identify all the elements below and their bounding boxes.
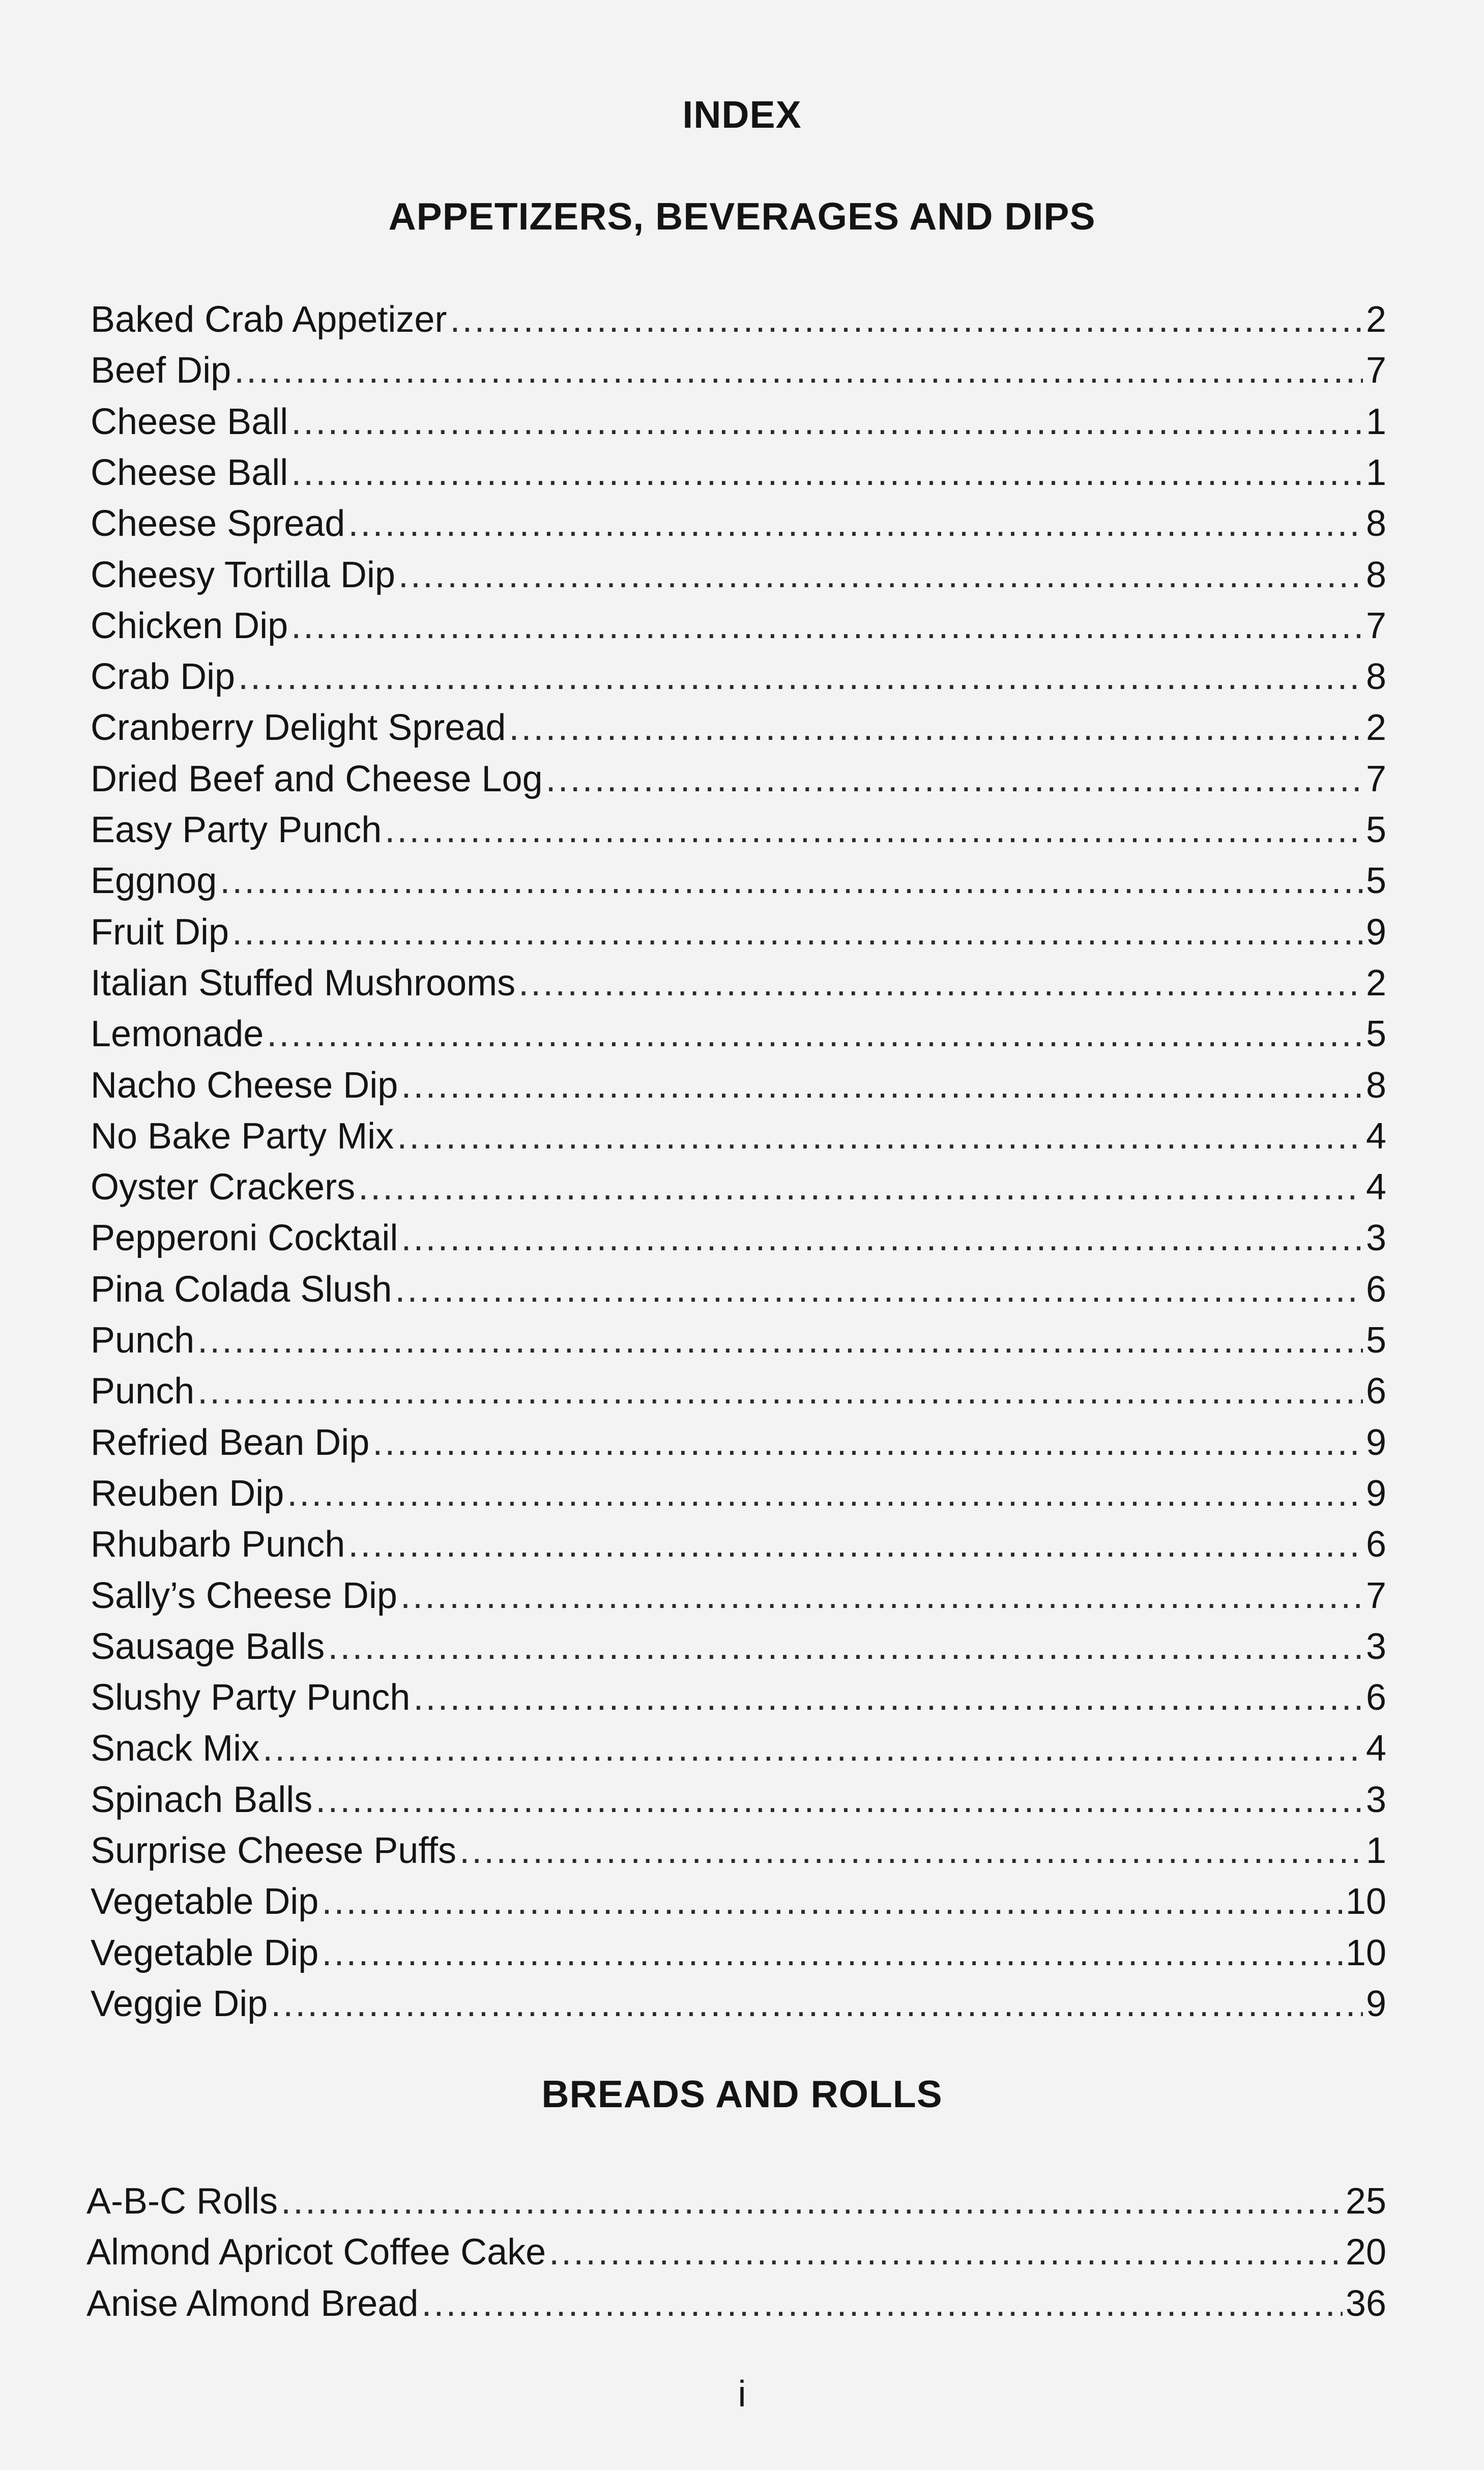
index-entry [86,2228,1386,2277]
index-entry-page: 3 [1365,1626,1386,1667]
index-entry-page: 5 [1365,1014,1386,1055]
page-number: i [738,2374,746,2415]
index-entry-name: Baked Crab Appetizer [91,299,447,340]
index-entry-name: Italian Stuffed Mushrooms [91,962,516,1003]
index-entry [91,1622,1386,1671]
dot-leader [263,1724,1363,1773]
index-entry [91,908,1386,957]
index-entry-page: 6 [1365,1269,1386,1310]
index-entry-page: 1 [1365,401,1386,442]
index-entry [91,1265,1386,1314]
index-entry-name: Anise Almond Bread [86,2283,419,2324]
index-entry-name: Crab Dip [91,656,236,698]
dot-leader [459,1826,1363,1875]
dot-leader [197,1367,1363,1416]
index-entry-page: 3 [1365,1218,1386,1259]
dot-leader [413,1673,1363,1722]
index-entry [91,295,1386,344]
section-heading-breads: BREADS AND ROLLS [541,2073,943,2115]
dot-leader [287,1469,1363,1518]
index-entry-page: 6 [1365,1677,1386,1718]
index-entry [91,1469,1386,1518]
index-entry [91,1367,1386,1416]
dot-leader [401,1214,1363,1262]
index-entry-name: A-B-C Rolls [86,2181,278,2222]
dot-leader [358,1163,1363,1212]
index-entry-name: Nacho Cheese Dip [91,1065,398,1106]
index-entry [91,551,1386,599]
dot-leader [509,703,1363,752]
index-entry-page: 1 [1365,1830,1386,1871]
dot-leader [232,908,1363,957]
dot-leader [197,1316,1363,1365]
dot-leader [546,755,1363,803]
dot-leader [291,601,1363,650]
index-entry [91,755,1386,803]
index-entry-name: Chicken Dip [91,605,288,646]
dot-leader [397,1112,1363,1161]
index-entry-name: Punch [91,1371,195,1412]
index-entry [91,1010,1386,1058]
index-entry-page: 4 [1365,1167,1386,1208]
index-entry-page: 6 [1365,1371,1386,1412]
index-entry-name: Spinach Balls [91,1779,313,1820]
dot-leader [291,397,1363,446]
index-entry [91,1775,1386,1824]
index-entry [91,652,1386,701]
index-entry-name: Refried Bean Dip [91,1422,370,1463]
index-entry-name: Almond Apricot Coffee Cake [86,2232,546,2273]
dot-leader [395,1265,1363,1314]
index-entry-page: 1 [1365,452,1386,493]
index-entry-name: Vegetable Dip [91,1881,319,1922]
page-title: INDEX [682,93,802,136]
index-entry-name: Pepperoni Cocktail [91,1218,398,1259]
dot-leader [281,2177,1343,2226]
index-entry-page: 36 [1345,2283,1386,2324]
index-entry-name: Cheesy Tortilla Dip [91,554,395,595]
index-entry-name: Pina Colada Slush [91,1269,392,1310]
index-entry-name: Veggie Dip [91,1983,268,2024]
index-entry-page: 9 [1365,1983,1386,2024]
index-entry [86,2279,1386,2328]
index-entry-page: 5 [1365,810,1386,850]
index-entry [91,1979,1386,2028]
index-entry-name: Cheese Spread [91,503,345,544]
index-entry-page: 9 [1365,1473,1386,1514]
index-entry-name: Reuben Dip [91,1473,284,1514]
dot-leader [348,1520,1363,1569]
dot-leader [291,448,1363,497]
index-entry [91,1112,1386,1161]
index-entry-name: Oyster Crackers [91,1167,356,1208]
index-entry-page: 25 [1345,2181,1386,2222]
dot-leader [238,652,1363,701]
index-entry-name: Sally’s Cheese Dip [91,1575,397,1616]
index-entry-name: Surprise Cheese Puffs [91,1830,457,1871]
index-entry-page: 9 [1365,911,1386,953]
dot-leader [518,959,1363,1008]
index-entry-page: 9 [1365,1422,1386,1463]
index-entry [86,2177,1386,2226]
index-entry-name: Beef Dip [91,350,231,391]
dot-leader [271,1979,1363,2028]
dot-leader [398,551,1363,599]
index-entry [91,1520,1386,1569]
index-entry-page: 2 [1365,299,1386,340]
index-entry-page: 6 [1365,1524,1386,1565]
index-entry-name: Cheese Ball [91,401,288,442]
index-entry-page: 3 [1365,1779,1386,1820]
index-entry-name: Cranberry Delight Spread [91,707,506,749]
index-entry-page: 7 [1365,350,1386,391]
index-entry-page: 7 [1365,758,1386,799]
index-entry [91,601,1386,650]
index-entry [91,1929,1386,1977]
index-entry-name: Slushy Party Punch [91,1677,411,1718]
index-entry [91,1418,1386,1467]
index-entry-name: Easy Party Punch [91,810,382,850]
index-entry-page: 8 [1365,503,1386,544]
index-entry [91,856,1386,905]
index-entry-name: No Bake Party Mix [91,1115,394,1157]
index-entry-name: Rhubarb Punch [91,1524,345,1565]
dot-leader [322,1877,1343,1926]
index-entry-page: 4 [1365,1115,1386,1157]
index-entry-page: 2 [1365,962,1386,1003]
index-entry-page: 5 [1365,860,1386,902]
index-entry-page: 2 [1365,707,1386,749]
index-entry-page: 10 [1345,1881,1386,1922]
index-entry-page: 7 [1365,1575,1386,1616]
index-entry [91,1571,1386,1620]
index-entry-name: Punch [91,1320,195,1361]
index-entry [91,1316,1386,1365]
index-entry-page: 8 [1365,1065,1386,1106]
dot-leader [315,1775,1363,1824]
dot-leader [220,856,1363,905]
index-entry-page: 8 [1365,554,1386,595]
index-entry [91,1724,1386,1773]
index-entry-page: 4 [1365,1728,1386,1769]
index-entry-page: 10 [1345,1932,1386,1973]
index-entry-name: Eggnog [91,860,217,902]
dot-leader [322,1929,1343,1977]
dot-leader [328,1622,1363,1671]
index-entry-page: 8 [1365,656,1386,698]
index-entry-name: Sausage Balls [91,1626,325,1667]
index-entry-name: Snack Mix [91,1728,260,1769]
index-entry [91,448,1386,497]
index-entry [91,1673,1386,1722]
index-entry [91,1877,1386,1926]
index-entry [91,346,1386,395]
dot-leader [421,2279,1343,2328]
index-entry [91,1826,1386,1875]
dot-leader [267,1010,1363,1058]
index-entry [91,499,1386,548]
index-entry [91,806,1386,854]
section-heading-appetizers: APPETIZERS, BEVERAGES AND DIPS [388,195,1096,238]
dot-leader [401,1061,1363,1110]
index-entry [91,1214,1386,1262]
dot-leader [385,806,1363,854]
dot-leader [348,499,1363,548]
index-entry [91,959,1386,1008]
index-entry [91,1061,1386,1110]
index-entry-name: Dried Beef and Cheese Log [91,758,543,799]
dot-leader [234,346,1363,395]
dot-leader [372,1418,1363,1467]
index-entry-name: Vegetable Dip [91,1932,319,1973]
dot-leader [400,1571,1363,1620]
index-entry [91,1163,1386,1212]
dot-leader [549,2228,1343,2277]
index-entry-page: 5 [1365,1320,1386,1361]
index-entry-name: Cheese Ball [91,452,288,493]
dot-leader [450,295,1363,344]
index-entry-name: Lemonade [91,1014,264,1055]
index-entry-page: 7 [1365,605,1386,646]
index-entry [91,397,1386,446]
index-entry [91,703,1386,752]
index-entry-page: 20 [1345,2232,1386,2273]
index-entry-name: Fruit Dip [91,911,229,953]
